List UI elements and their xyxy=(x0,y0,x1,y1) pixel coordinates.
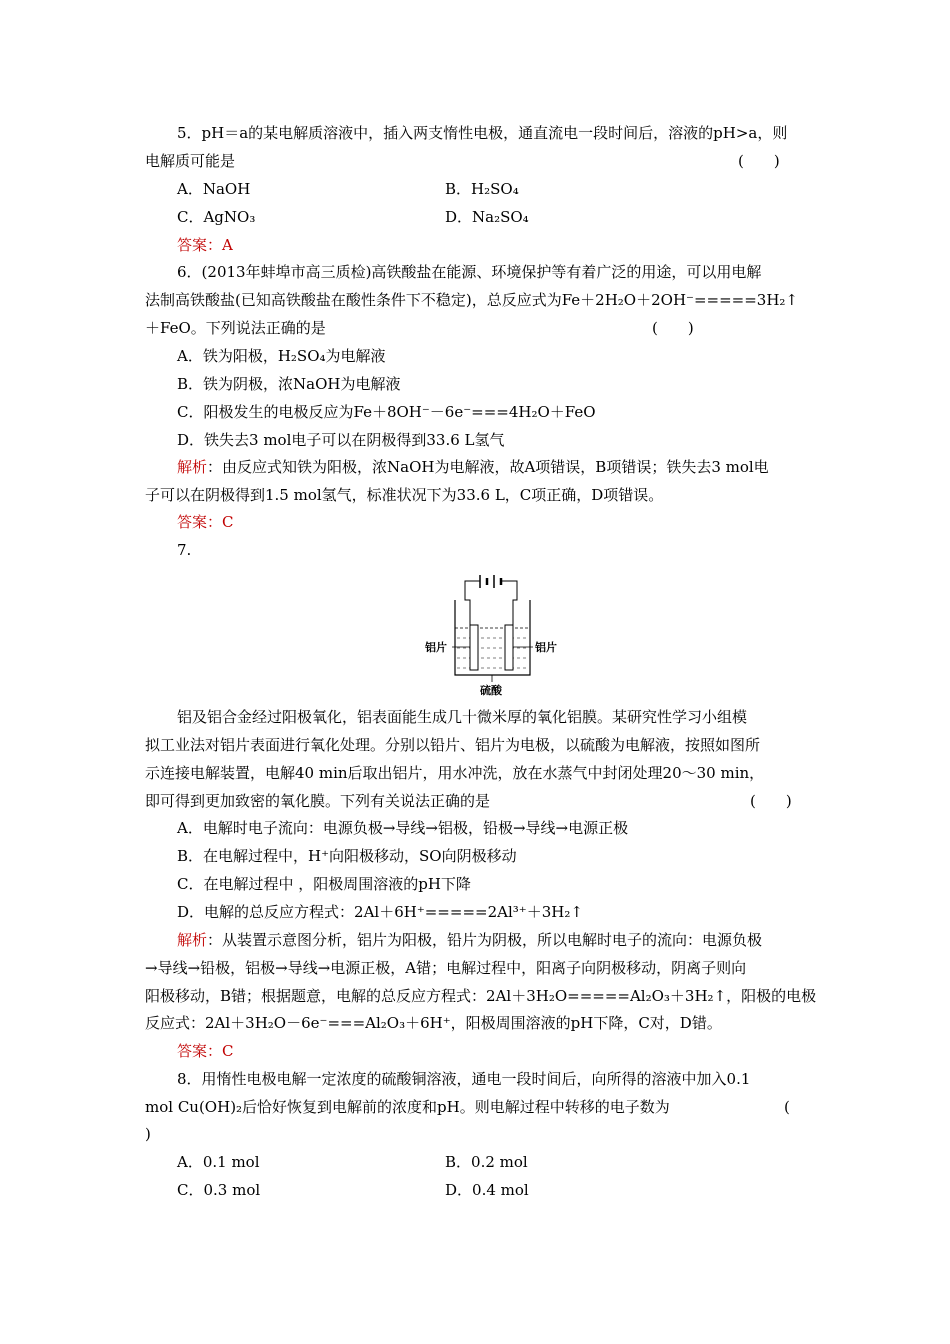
q7-analysis-line1 xyxy=(177,930,762,950)
figure-right-label: 铝片 xyxy=(535,641,557,654)
q8-option-b: B．0.2 mol xyxy=(445,1153,528,1171)
q8-stem-line2: mol Cu(OH)₂后恰好恢复到电解前的浓度和pH。则电解过程中转移的电子数为 xyxy=(145,1098,670,1116)
q6-option-d: D．铁失去3 mol电子可以在阴极得到33.6 L氢气 xyxy=(177,431,505,449)
q8-paren-close: ) xyxy=(145,1125,151,1143)
q8-option-c: C．0.3 mol xyxy=(177,1181,261,1199)
q8-paren-open: ( xyxy=(784,1098,790,1116)
q7-stem-line2: 拟工业法对铝片表面进行氧化处理。分别以铅片、铝片为电极，以硫酸为电解液，按照如图所 xyxy=(145,736,761,754)
electrolysis-apparatus-figure xyxy=(425,570,560,700)
beaker xyxy=(455,600,530,675)
q6-option-a: A．铁为阳极，H₂SO₄为电解液 xyxy=(177,347,386,365)
q6-stem-line2: 法制高铁酸盐(已知高铁酸盐在酸性条件下不稳定)，总反应式为Fe＋2H₂O＋2OH⁻=====3H₂↑ xyxy=(145,291,798,309)
q6-answer-blank: ( ) xyxy=(652,319,694,337)
q5-option-d: D．Na₂SO₄ xyxy=(445,208,529,226)
q5-stem-line1: 5．pH＝a的某电解质溶液中，插入两支惰性电极，通直流电一段时间后，溶液的pH>a，则 xyxy=(177,124,788,142)
q7-option-d: D．电解的总反应方程式：2Al＋6H⁺=====2Al³⁺＋3H₂↑ xyxy=(177,903,583,921)
q7-option-a: A．电解时电子流向：电源负极→导线→铝极，铅极→导线→电源正极 xyxy=(177,819,629,837)
q6-analysis-label: 解析 xyxy=(177,458,208,476)
q6-option-c: C．阳极发生的电极反应为Fe＋8OH⁻－6e⁻===4H₂O＋FeO xyxy=(177,403,596,421)
q6-answer: 答案：C xyxy=(177,513,234,531)
q7-option-b: B．在电解过程中，H⁺向阳极移动，SO向阴极移动 xyxy=(177,847,517,865)
q5-option-a: A．NaOH xyxy=(177,180,251,198)
q7-analysis-line2: →导线→铅极，铝极→导线→电源正极，A错；电解过程中，阳离子向阴极移动，阴离子则向 xyxy=(145,959,747,977)
q5-option-c: C．AgNO₃ xyxy=(177,208,256,226)
q7-stem-line1: 铝及铝合金经过阳极氧化，铝表面能生成几十微米厚的氧化铝膜。某研究性学习小组模 xyxy=(177,708,748,726)
q6-option-b: B．铁为阴极，浓NaOH为电解液 xyxy=(177,375,401,393)
q6-analysis-line2: 子可以在阴极得到1.5 mol氢气，标准状况下为33.6 L，C项正确，D项错误。 xyxy=(145,486,664,504)
q5-option-b: B．H₂SO₄ xyxy=(445,180,519,198)
q7-analysis-line4: 反应式：2Al＋3H₂O－6e⁻===Al₂O₃＋6H⁺，阳极周围溶液的pH下降，C对，D错。 xyxy=(145,1014,722,1032)
q7-answer-blank: ( ) xyxy=(750,792,792,810)
q8-stem-line1: 8．用惰性电极电解一定浓度的硫酸铜溶液，通电一段时间后，向所得的溶液中加入0.1 xyxy=(177,1070,751,1088)
q7-answer: 答案：C xyxy=(177,1042,234,1060)
figure-bottom-label: 硫酸 xyxy=(480,684,502,697)
q7-option-c: C．在电解过程中 ，阳极周围溶液的pH下降 xyxy=(177,875,471,893)
q7-number: 7. xyxy=(177,541,192,559)
q6-analysis-text1: ：由反应式知铁为阳极，浓NaOH为电解液，故A项错误，B项错误；铁失去3 mol电 xyxy=(207,458,769,476)
q5-answer-blank: ( ) xyxy=(738,152,780,170)
figure-left-label: 铝片 xyxy=(425,641,447,654)
q5-answer: 答案：A xyxy=(177,236,233,254)
q7-analysis-label: 解析 xyxy=(177,931,208,949)
q7-stem-line3: 示连接电解装置，电解40 min后取出铝片，用水冲洗，放在水蒸气中封闭处理20～30 min， xyxy=(145,764,765,782)
right-electrode xyxy=(505,625,513,670)
q7-analysis-line3: 阳极移动，B错；根据题意，电解的总反应方程式：2Al＋3H₂O=====Al₂O₃＋3H₂↑，阳极的电极 xyxy=(145,987,817,1005)
q7-stem-line4: 即可得到更加致密的氧化膜。下列有关说法正确的是 xyxy=(145,792,491,810)
q6-stem-line3: ＋FeO。下列说法正确的是 xyxy=(145,319,326,337)
q7-analysis-text1: ：从装置示意图分析，铝片为阳极，铅片为阴极，所以电解时电子的流向：电源负极 xyxy=(207,931,763,949)
q6-stem-line1: 6．(2013年蚌埠市高三质检)高铁酸盐在能源、环境保护等有着广泛的用途，可以用电解 xyxy=(177,263,762,281)
q8-option-d: D．0.4 mol xyxy=(445,1181,529,1199)
q8-option-a: A．0.1 mol xyxy=(177,1153,260,1171)
left-electrode xyxy=(470,625,478,670)
q6-analysis-line1 xyxy=(177,457,769,477)
q5-stem-line2: 电解质可能是 xyxy=(145,152,236,170)
